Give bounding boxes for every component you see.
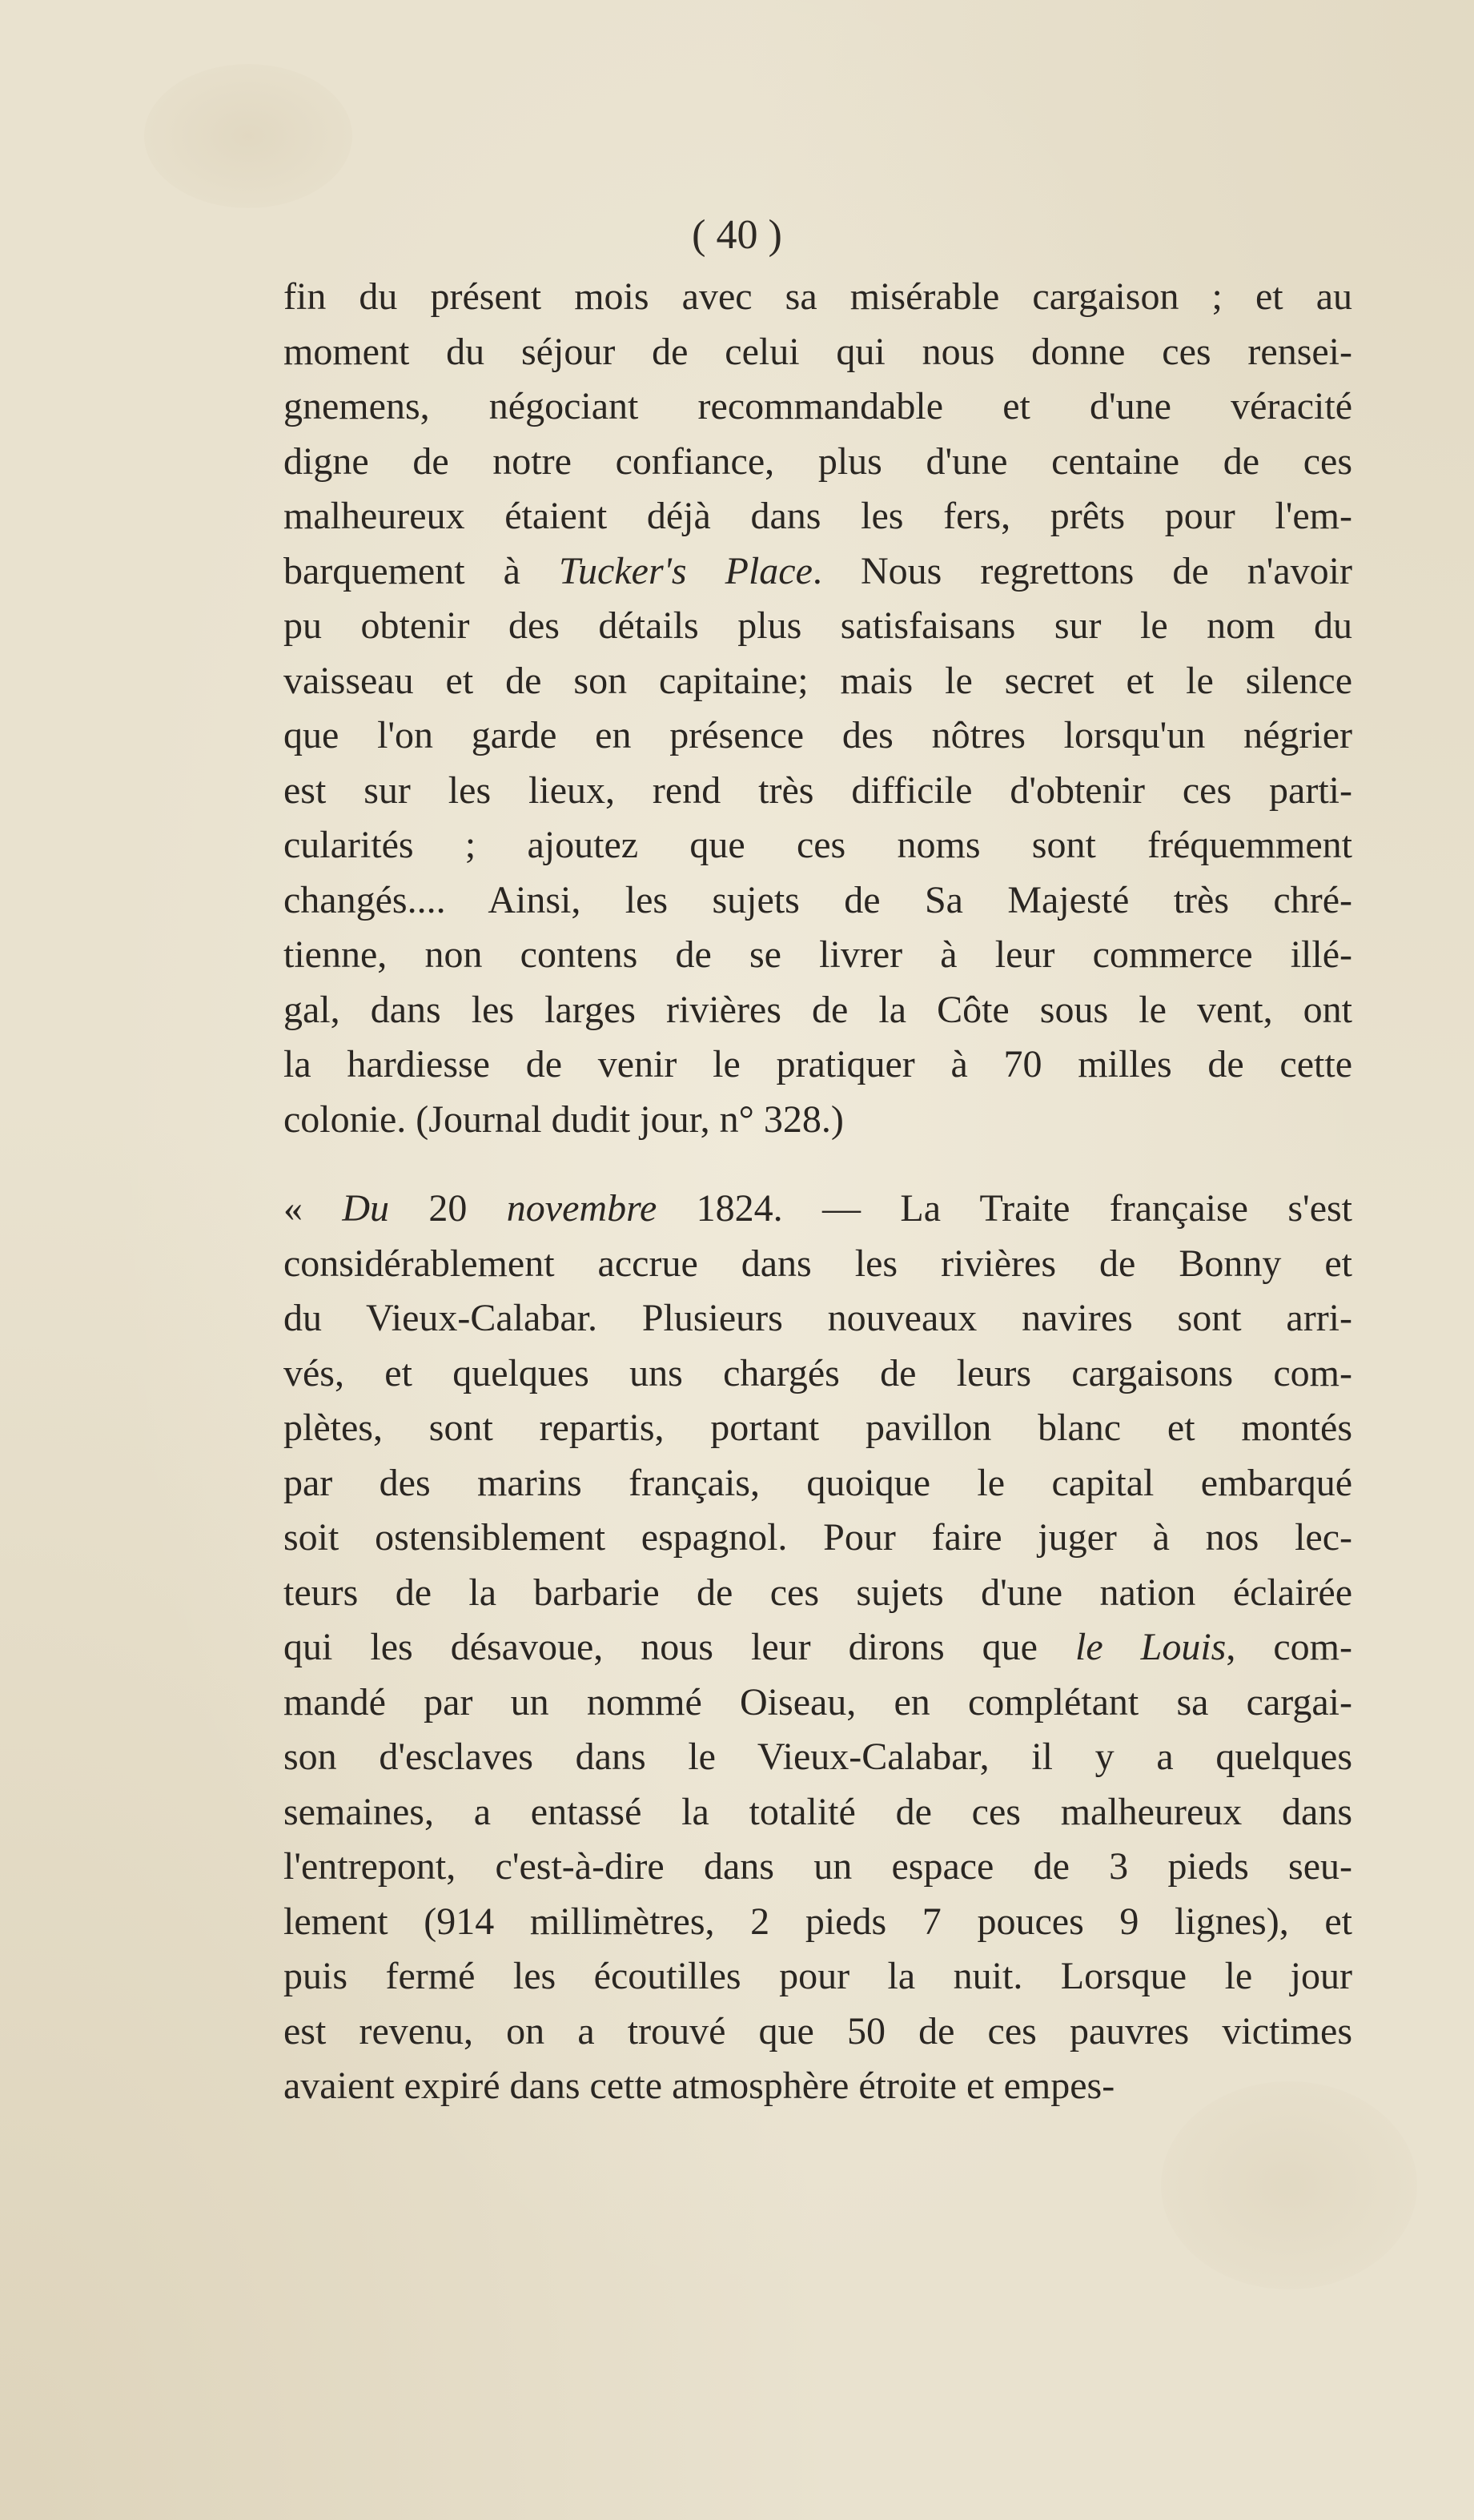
text-segment: 1824. — La Traite française s'est bbox=[657, 1187, 1353, 1230]
text-segment: l'entrepont, c'est-à-dire dans un espace de 3 pieds seu- bbox=[283, 1845, 1352, 1888]
text-segment: changés.... Ainsi, les sujets de Sa Majesté très chré- bbox=[283, 878, 1352, 921]
page-number: ( 40 ) bbox=[692, 212, 782, 258]
text-line bbox=[283, 2004, 1352, 2060]
text-segment: gal, dans les larges rivières de la Côte sous le vent, ont bbox=[283, 988, 1352, 1031]
text-line bbox=[283, 1511, 1352, 1566]
text-segment: par des marins français, quoique le capital embarqué bbox=[283, 1461, 1352, 1504]
text-line bbox=[283, 818, 1352, 873]
text-line bbox=[283, 983, 1352, 1038]
text-line bbox=[283, 1840, 1352, 1895]
text-segment: qui les désavoue, nous leur dirons que bbox=[283, 1626, 1075, 1668]
text-line bbox=[283, 1456, 1352, 1511]
text-line bbox=[283, 2059, 1352, 2114]
text-line bbox=[283, 1620, 1352, 1675]
text-segment: pu obtenir des détails plus satisfaisans sur le nom du bbox=[283, 604, 1352, 647]
text-segment: « bbox=[283, 1187, 343, 1230]
text-line bbox=[283, 270, 1352, 325]
text-line bbox=[283, 1895, 1352, 1950]
text-segment: tienne, non contens de se livrer à leur commerce illé- bbox=[283, 933, 1352, 976]
text-segment: est revenu, on a trouvé que 50 de ces pauvres victimes bbox=[283, 2009, 1352, 2053]
text-line bbox=[283, 873, 1352, 929]
text-line bbox=[283, 1237, 1352, 1292]
paper-stain bbox=[144, 64, 352, 208]
text-line bbox=[283, 379, 1352, 435]
text-segment: . Nous regrettons de n'avoir bbox=[812, 549, 1353, 592]
text-segment: fin du présent mois avec sa misérable cargaison ; et au bbox=[283, 275, 1352, 318]
italic-text: le Louis bbox=[1074, 1626, 1227, 1668]
text-line bbox=[283, 1785, 1352, 1840]
text-segment: soit ostensiblement espagnol. Pour faire juger à nos lec- bbox=[283, 1516, 1352, 1559]
text-segment: colonie. (Journal dudit jour, n° 328.) bbox=[283, 1097, 844, 1141]
text-segment: teurs de la barbarie de ces sujets d'une nation éclairée bbox=[283, 1571, 1352, 1614]
text-segment: puis fermé les écoutilles pour la nuit. Lorsque le jour bbox=[283, 1955, 1352, 1997]
text-segment: est sur les lieux, rend très difficile d'obtenir ces parti- bbox=[283, 768, 1352, 812]
text-segment: malheureux étaient déjà dans les fers, prêts pour l'em- bbox=[283, 495, 1352, 537]
text-segment: , com- bbox=[1226, 1626, 1353, 1668]
text-segment: barquement à bbox=[283, 549, 559, 592]
italic-text: novembre bbox=[506, 1187, 657, 1230]
text-line bbox=[283, 1182, 1352, 1237]
text-line bbox=[283, 325, 1352, 380]
text-line bbox=[283, 599, 1352, 654]
text-segment: la hardiesse de venir le pratiquer à 70 milles de cette bbox=[283, 1043, 1352, 1085]
text-segment: vaisseau et de son capitaine; mais le secret et le silence bbox=[283, 659, 1352, 702]
text-line bbox=[283, 489, 1352, 544]
text-line bbox=[283, 1730, 1352, 1785]
text-segment: avaient expiré dans cette atmosphère étroite et empes- bbox=[283, 2065, 1115, 2107]
text-line bbox=[283, 1401, 1352, 1456]
text-segment: digne de notre confiance, plus d'une centaine de ces bbox=[283, 439, 1352, 483]
text-segment: lement (914 millimètres, 2 pieds 7 pouces 9 lignes), et bbox=[283, 1900, 1352, 1943]
text-segment: que l'on garde en présence des nôtres lorsqu'un négrier bbox=[283, 714, 1352, 756]
text-line bbox=[283, 435, 1352, 490]
text-line bbox=[283, 1093, 1352, 1148]
text-segment: considérablement accrue dans les rivières de Bonny et bbox=[283, 1242, 1352, 1285]
text-line bbox=[283, 544, 1352, 600]
text-segment: son d'esclaves dans le Vieux-Calabar, il y a quelques bbox=[283, 1736, 1352, 1778]
text-line bbox=[283, 654, 1352, 709]
text-line bbox=[283, 928, 1352, 983]
text-segment: plètes, sont repartis, portant pavillon blanc et montés bbox=[283, 1406, 1352, 1449]
text-segment: semaines, a entassé la totalité de ces malheureux dans bbox=[283, 1790, 1352, 1833]
text-line bbox=[283, 1346, 1352, 1402]
text-segment: 20 bbox=[389, 1187, 507, 1230]
text-segment: cularités ; ajoutez que ces noms sont fréquemment bbox=[283, 824, 1352, 866]
text-segment: gnemens, négociant recommandable et d'une véracité bbox=[283, 385, 1352, 427]
paragraph bbox=[283, 270, 1352, 1147]
paragraph bbox=[283, 1182, 1352, 2114]
text-line bbox=[283, 764, 1352, 819]
text-line bbox=[283, 1566, 1352, 1621]
text-line bbox=[283, 1037, 1352, 1093]
text-line bbox=[283, 708, 1352, 764]
text-line bbox=[283, 1291, 1352, 1346]
text-line bbox=[283, 1675, 1352, 1731]
text-segment: vés, et quelques uns chargés de leurs cargaisons com- bbox=[283, 1351, 1352, 1394]
text-line bbox=[283, 1949, 1352, 2004]
text-segment: moment du séjour de celui qui nous donne ces rensei- bbox=[283, 330, 1352, 373]
italic-text: Tucker's Place bbox=[559, 549, 813, 592]
italic-text: Du bbox=[342, 1187, 390, 1230]
text-segment: du Vieux-Calabar. Plusieurs nouveaux navires sont arri- bbox=[283, 1297, 1352, 1339]
text-segment: mandé par un nommé Oiseau, en complétant sa cargai- bbox=[283, 1680, 1352, 1723]
